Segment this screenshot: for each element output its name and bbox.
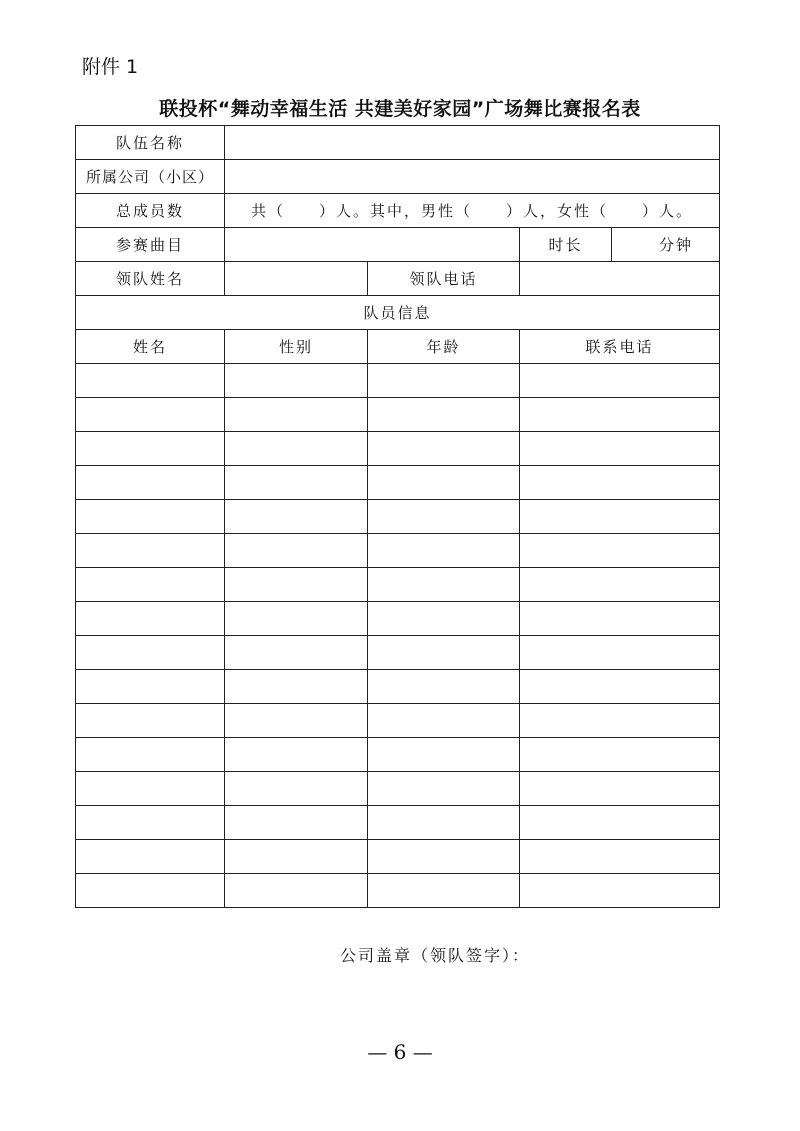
total-row [76, 194, 720, 228]
member-name-cell[interactable] [76, 806, 225, 840]
member-phone-cell[interactable] [520, 398, 720, 432]
member-row [76, 500, 720, 534]
leader-name-field[interactable] [225, 262, 368, 296]
member-gender-cell[interactable] [225, 602, 368, 636]
member-name-cell[interactable] [76, 772, 225, 806]
member-row [76, 806, 720, 840]
member-phone-cell[interactable] [520, 874, 720, 908]
member-gender-cell[interactable] [225, 534, 368, 568]
member-gender-cell[interactable] [225, 840, 368, 874]
total-label: 总成员数 [76, 194, 225, 228]
member-row [76, 534, 720, 568]
member-row [76, 772, 720, 806]
registration-form [75, 125, 720, 908]
song-label: 参赛曲目 [76, 228, 225, 262]
member-age-cell[interactable] [368, 772, 520, 806]
member-row [76, 670, 720, 704]
member-age-cell[interactable] [368, 534, 520, 568]
column-gender: 性别 [225, 330, 368, 364]
member-age-cell[interactable] [368, 432, 520, 466]
member-phone-cell[interactable] [520, 466, 720, 500]
member-gender-cell[interactable] [225, 636, 368, 670]
member-row [76, 602, 720, 636]
team-name-label: 队伍名称 [76, 126, 225, 160]
company-stamp-label: 公司盖章（领队签字）： [340, 946, 531, 965]
member-gender-cell[interactable] [225, 772, 368, 806]
leader-phone-label: 领队电话 [368, 262, 520, 296]
member-name-cell[interactable] [76, 840, 225, 874]
member-age-cell[interactable] [368, 670, 520, 704]
members-columns-row [76, 330, 720, 364]
member-gender-cell[interactable] [225, 364, 368, 398]
member-name-cell[interactable] [76, 568, 225, 602]
member-gender-cell[interactable] [225, 670, 368, 704]
member-age-cell[interactable] [368, 500, 520, 534]
leader-phone-field[interactable] [520, 262, 720, 296]
member-row [76, 364, 720, 398]
member-name-cell[interactable] [76, 466, 225, 500]
duration-field[interactable] [612, 228, 720, 262]
total-text-part4: ）人。 [642, 202, 694, 220]
member-gender-cell[interactable] [225, 874, 368, 908]
member-name-cell[interactable] [76, 636, 225, 670]
member-age-cell[interactable] [368, 364, 520, 398]
team-name-row [76, 126, 720, 160]
member-phone-cell[interactable] [520, 840, 720, 874]
song-row [76, 228, 720, 262]
members-header-row [76, 296, 720, 330]
company-label: 所属公司（小区） [76, 160, 225, 194]
member-age-cell[interactable] [368, 874, 520, 908]
member-name-cell[interactable] [76, 704, 225, 738]
attachment-label: 附件 1 [82, 56, 139, 78]
member-row [76, 432, 720, 466]
column-name: 姓名 [76, 330, 225, 364]
member-phone-cell[interactable] [520, 738, 720, 772]
member-age-cell[interactable] [368, 806, 520, 840]
column-phone: 联系电话 [520, 330, 720, 364]
member-name-cell[interactable] [76, 432, 225, 466]
member-row [76, 398, 720, 432]
total-text-part2: ）人。其中，男性（ [318, 202, 472, 220]
member-name-cell[interactable] [76, 602, 225, 636]
member-gender-cell[interactable] [225, 806, 368, 840]
member-row [76, 840, 720, 874]
member-phone-cell[interactable] [520, 602, 720, 636]
member-phone-cell[interactable] [520, 534, 720, 568]
member-gender-cell[interactable] [225, 738, 368, 772]
member-age-cell[interactable] [368, 738, 520, 772]
member-age-cell[interactable] [368, 704, 520, 738]
member-name-cell[interactable] [76, 738, 225, 772]
member-age-cell[interactable] [368, 602, 520, 636]
member-gender-cell[interactable] [225, 398, 368, 432]
duration-label: 时长 [520, 228, 612, 262]
member-row [76, 636, 720, 670]
member-row [76, 738, 720, 772]
member-name-cell[interactable] [76, 670, 225, 704]
song-field[interactable] [225, 228, 520, 262]
leader-name-label: 领队姓名 [76, 262, 225, 296]
member-phone-cell[interactable] [520, 806, 720, 840]
team-name-field[interactable] [225, 126, 720, 160]
column-age: 年龄 [368, 330, 520, 364]
member-name-cell[interactable] [76, 398, 225, 432]
member-phone-cell[interactable] [520, 432, 720, 466]
member-gender-cell[interactable] [225, 466, 368, 500]
member-gender-cell[interactable] [225, 704, 368, 738]
member-gender-cell[interactable] [225, 432, 368, 466]
member-phone-cell[interactable] [520, 670, 720, 704]
member-phone-cell[interactable] [520, 364, 720, 398]
member-rows [76, 364, 720, 908]
members-header: 队员信息 [76, 296, 720, 330]
company-field[interactable] [225, 160, 720, 194]
member-gender-cell[interactable] [225, 500, 368, 534]
member-age-cell[interactable] [368, 568, 520, 602]
member-name-cell[interactable] [76, 874, 225, 908]
total-text-part3: ）人，女性（ [506, 202, 609, 220]
member-phone-cell[interactable] [520, 704, 720, 738]
member-name-cell[interactable] [76, 364, 225, 398]
member-name-cell[interactable] [76, 534, 225, 568]
member-age-cell[interactable] [368, 840, 520, 874]
member-phone-cell[interactable] [520, 568, 720, 602]
member-age-cell[interactable] [368, 636, 520, 670]
member-age-cell[interactable] [368, 398, 520, 432]
member-age-cell[interactable] [368, 466, 520, 500]
page-number: — 6 — [367, 1040, 433, 1064]
member-row [76, 704, 720, 738]
total-text-part1: 共（ [250, 202, 285, 220]
member-row [76, 874, 720, 908]
minutes-label: 分钟 [658, 236, 693, 254]
member-row [76, 466, 720, 500]
total-field[interactable] [225, 194, 720, 228]
member-row [76, 568, 720, 602]
member-name-cell[interactable] [76, 500, 225, 534]
form-title: 联投杯“舞动幸福生活 共建美好家园”广场舞比赛报名表 [159, 98, 641, 120]
member-phone-cell[interactable] [520, 636, 720, 670]
company-row [76, 160, 720, 194]
member-phone-cell[interactable] [520, 500, 720, 534]
member-gender-cell[interactable] [225, 568, 368, 602]
member-phone-cell[interactable] [520, 772, 720, 806]
leader-row [76, 262, 720, 296]
